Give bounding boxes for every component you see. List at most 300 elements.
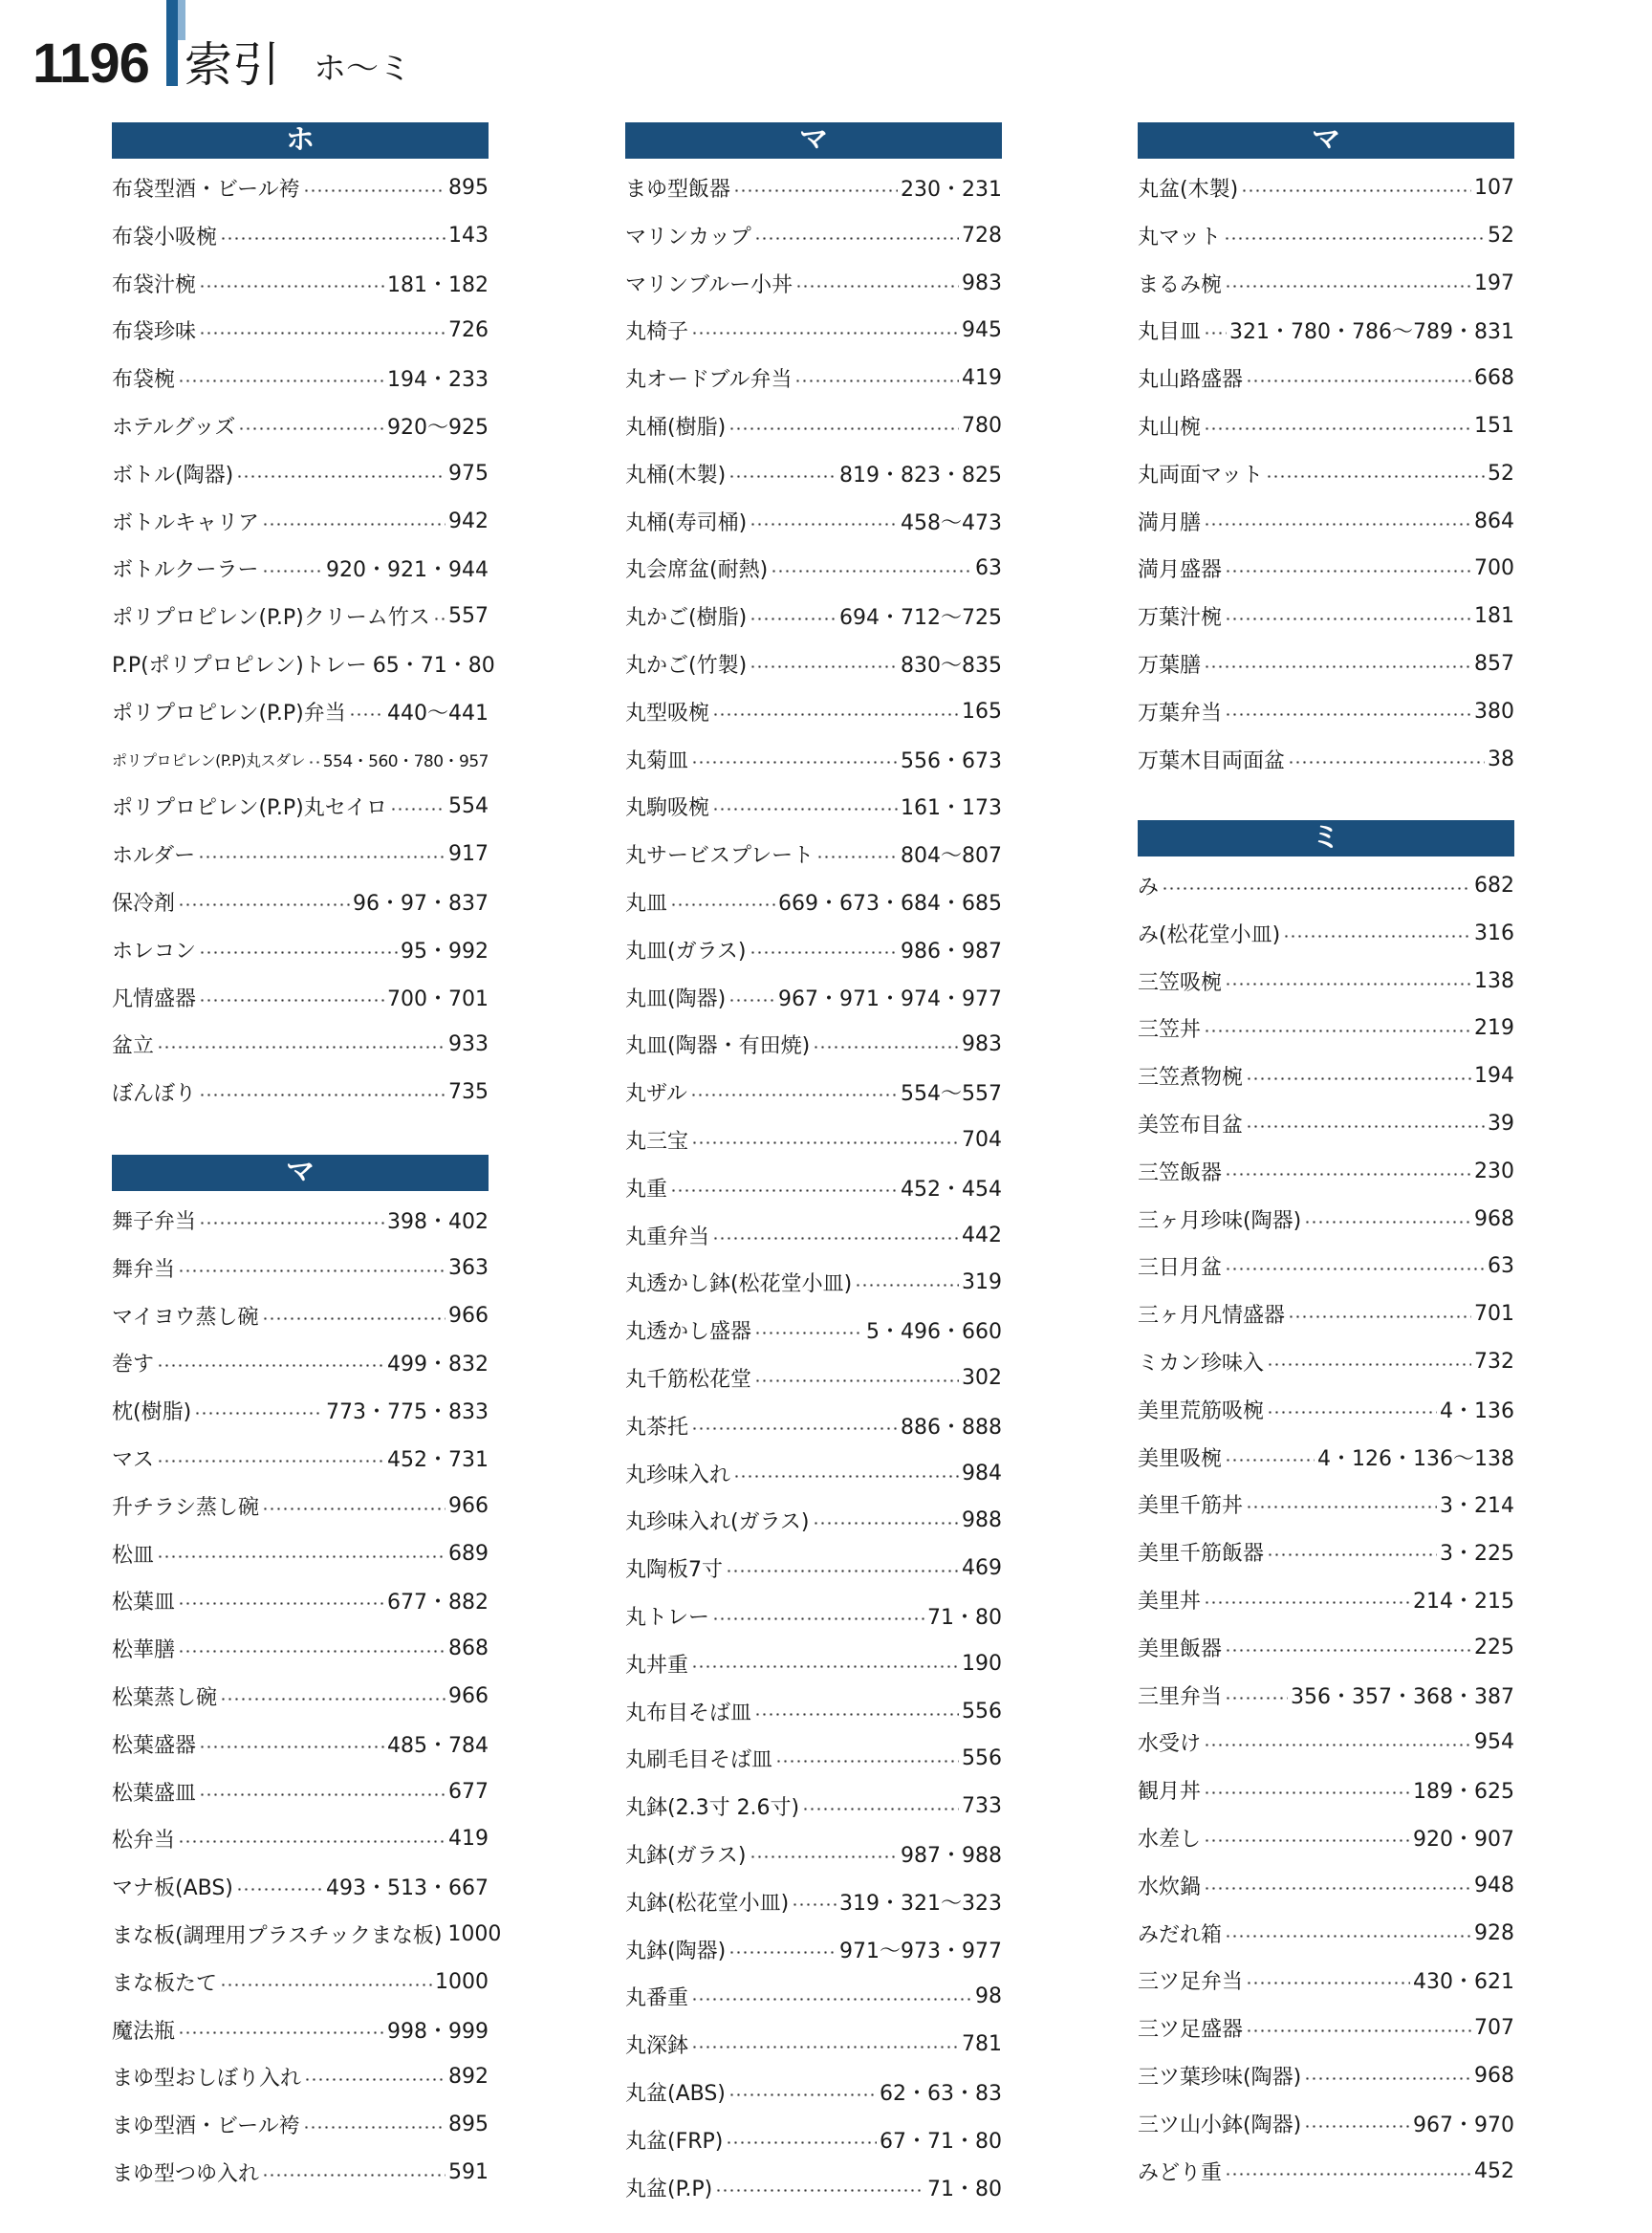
index-entry xyxy=(112,1962,489,2001)
entry-term: まゆ型酒・ビール袴 xyxy=(112,2114,300,2138)
leader-dots xyxy=(855,1284,959,1287)
index-entry xyxy=(112,358,489,397)
entry-pages: 442 xyxy=(962,1223,1002,1247)
leader-dots xyxy=(262,1317,446,1320)
index-entry xyxy=(1138,596,1514,635)
leader-dots xyxy=(690,1094,898,1096)
entry-term: ぼんぼり xyxy=(112,1081,197,1106)
leader-dots xyxy=(1225,570,1471,573)
entry-term: 丸盆(ABS) xyxy=(625,2081,726,2106)
index-entry xyxy=(112,1486,489,1525)
entry-term: 丸盆(木製) xyxy=(1138,177,1239,202)
entry-pages: 161・173 xyxy=(901,795,1002,820)
entry-term: 松華膳 xyxy=(112,1637,176,1662)
entry-term: 丸鉢(ガラス) xyxy=(625,1843,747,1868)
index-entry xyxy=(1138,2008,1514,2047)
index-entry xyxy=(112,1629,489,1667)
index-entry xyxy=(1138,866,1514,904)
entry-pages: 181 xyxy=(1474,603,1514,628)
entry-term: 松葉盛器 xyxy=(112,1733,197,1758)
entry-term: 布袋小吸椀 xyxy=(112,225,218,249)
entry-pages: 319 xyxy=(962,1269,1002,1294)
index-entry xyxy=(625,2120,1002,2158)
entry-pages: 430・621 xyxy=(1413,1969,1514,1994)
entry-pages: 669・673・684・685 xyxy=(778,891,1002,916)
entry-pages: 966 xyxy=(448,1493,489,1518)
entry-term: 水受け xyxy=(1138,1731,1202,1756)
entry-pages: 62・63・83 xyxy=(880,2081,1002,2106)
leader-dots xyxy=(1267,1411,1437,1414)
leader-dots xyxy=(813,1046,959,1049)
entry-term: ポリプロピレン(P.P)クリーム竹ス xyxy=(112,605,430,630)
entry-term: 美里千筋飯器 xyxy=(1138,1541,1265,1566)
leader-dots xyxy=(754,1332,863,1334)
entry-term: まゆ型つゆ入れ xyxy=(112,2161,260,2186)
entry-pages: 967・971・974・977 xyxy=(778,986,1002,1011)
entry-pages: 967・970 xyxy=(1413,2113,1514,2137)
index-entry xyxy=(112,692,489,730)
entry-pages: 458〜473 xyxy=(901,510,1002,535)
index-entry xyxy=(625,1263,1002,1301)
index-entry xyxy=(625,1977,1002,2015)
leader-dots xyxy=(1288,761,1485,764)
leader-dots xyxy=(750,665,898,668)
entry-pages: 945 xyxy=(962,317,1002,342)
leader-dots xyxy=(157,1046,446,1049)
leader-dots xyxy=(262,523,446,526)
entry-pages: 983 xyxy=(962,271,1002,295)
entry-pages: 52 xyxy=(1488,223,1514,248)
index-entry xyxy=(1138,2152,1514,2190)
entry-pages: 3・214 xyxy=(1440,1493,1514,1518)
entry-pages: 230・231 xyxy=(901,177,1002,202)
leader-dots xyxy=(816,856,898,858)
index-title: 索引 xyxy=(185,37,280,93)
leader-dots xyxy=(728,2093,877,2096)
entry-pages: 988 xyxy=(962,1507,1002,1532)
leader-dots xyxy=(220,1698,446,1701)
leader-dots xyxy=(728,999,775,1002)
index-entry xyxy=(625,1454,1002,1492)
index-entry xyxy=(112,1581,489,1619)
entry-pages: 868 xyxy=(448,1636,489,1660)
leader-dots xyxy=(728,427,959,430)
leader-dots xyxy=(178,1840,446,1843)
leader-dots xyxy=(198,856,446,858)
entry-pages: 143 xyxy=(448,223,489,248)
leader-dots xyxy=(220,1984,432,1986)
index-entry xyxy=(625,1073,1002,1111)
index-entry xyxy=(625,311,1002,349)
index-column-2 xyxy=(625,0,1002,2233)
entry-pages: 735 xyxy=(448,1079,489,1104)
leader-dots xyxy=(691,332,959,335)
index-entry xyxy=(112,1343,489,1381)
leader-dots xyxy=(308,761,320,764)
leader-dots xyxy=(1204,1791,1410,1794)
index-entry xyxy=(112,930,489,968)
index-entry xyxy=(625,644,1002,683)
index-entry xyxy=(625,596,1002,635)
entry-pages: 52 xyxy=(1488,461,1514,486)
entry-pages: 694・712〜725 xyxy=(839,605,1002,630)
entry-pages: 966 xyxy=(448,1683,489,1708)
entry-pages: 452・454 xyxy=(901,1177,1002,1202)
index-entry xyxy=(1138,1866,1514,1904)
entry-term: 丸サービスプレート xyxy=(625,843,815,868)
entry-term: 丸透かし鉢(松花堂小皿) xyxy=(625,1271,853,1296)
leader-dots xyxy=(750,523,898,526)
entry-pages: 554 xyxy=(448,793,489,818)
leader-dots xyxy=(1204,1744,1471,1746)
leader-dots xyxy=(1304,2077,1471,2080)
entry-term: マリンカップ xyxy=(625,225,751,249)
index-entry xyxy=(625,358,1002,397)
leader-dots xyxy=(199,951,398,954)
entry-pages: 707 xyxy=(1474,2015,1514,2040)
leader-dots xyxy=(1225,1935,1471,1938)
entry-term: 松弁当 xyxy=(112,1828,176,1853)
entry-term: 丸盆(P.P) xyxy=(625,2177,713,2201)
index-entry xyxy=(1138,1628,1514,1666)
entry-term: 美里飯器 xyxy=(1138,1637,1223,1661)
index-entry xyxy=(625,502,1002,540)
entry-term: 丸千筋松花堂 xyxy=(625,1367,752,1392)
index-entry xyxy=(1138,644,1514,683)
entry-term: 丸かご(竹製) xyxy=(625,653,748,678)
entry-pages: 677 xyxy=(448,1779,489,1804)
entry-pages: 701 xyxy=(1474,1301,1514,1326)
index-entry xyxy=(112,406,489,444)
leader-dots xyxy=(726,1570,959,1572)
leader-dots xyxy=(670,903,775,906)
entry-pages: 984 xyxy=(962,1461,1002,1485)
index-entry xyxy=(112,454,489,492)
entry-pages: 668 xyxy=(1474,365,1514,390)
leader-dots xyxy=(691,1141,959,1144)
entry-pages: 920〜925 xyxy=(387,415,489,440)
index-entry xyxy=(1138,216,1514,254)
entry-term: 丸ザル xyxy=(625,1081,687,1106)
entry-term: 三笠吸椀 xyxy=(1138,970,1223,995)
index-entry xyxy=(625,454,1002,492)
entry-pages: 4・136 xyxy=(1440,1398,1514,1423)
leader-dots xyxy=(303,2126,446,2129)
entry-term: マイヨウ蒸し碗 xyxy=(112,1305,259,1330)
entry-term: 枕(樹脂) xyxy=(112,1399,192,1424)
entry-term: 三ヶ月凡情盛器 xyxy=(1138,1303,1286,1328)
entry-pages: 67・71・80 xyxy=(880,2129,1002,2154)
entry-pages: 819・823・825 xyxy=(839,463,1002,488)
index-entry xyxy=(1138,1008,1514,1047)
entry-term: 丸型吸椀 xyxy=(625,701,710,726)
leader-dots xyxy=(157,1555,446,1558)
index-entry xyxy=(1138,2104,1514,2142)
entry-term: 盆立 xyxy=(112,1033,155,1058)
index-entry xyxy=(625,549,1002,587)
entry-pages: 928 xyxy=(1474,1920,1514,1945)
leader-dots xyxy=(728,1951,837,1954)
entry-term: 丸山路盛器 xyxy=(1138,367,1244,392)
entry-term: 水炊鍋 xyxy=(1138,1875,1202,1899)
leader-dots xyxy=(1162,887,1471,890)
entry-pages: 781 xyxy=(962,2031,1002,2056)
entry-pages: 63 xyxy=(1488,1253,1514,1278)
entry-pages: 219 xyxy=(1474,1015,1514,1040)
entry-term: 丸駒吸椀 xyxy=(625,795,710,820)
leader-dots xyxy=(1304,2125,1410,2128)
leader-dots xyxy=(813,1522,959,1525)
index-entry xyxy=(625,2072,1002,2111)
leader-dots xyxy=(670,1189,898,1192)
index-entry xyxy=(112,311,489,349)
index-entry xyxy=(112,1819,489,1857)
entry-term: P.P(ポリプロピレン)トレー xyxy=(112,653,367,678)
entry-pages: 138 xyxy=(1474,968,1514,993)
index-entry xyxy=(625,2025,1002,2063)
entry-term: ポリプロピレン(P.P)丸セイロ xyxy=(112,795,388,820)
entry-term: 満月膳 xyxy=(1138,510,1202,535)
entry-term: 松葉盛皿 xyxy=(112,1781,197,1806)
entry-term: 丸椅子 xyxy=(625,319,689,344)
entry-pages: 469 xyxy=(962,1555,1002,1580)
index-entry xyxy=(1138,1056,1514,1095)
entry-pages: 975 xyxy=(448,461,489,486)
entry-term: 美里丼 xyxy=(1138,1589,1202,1614)
entry-pages: 968 xyxy=(1474,1206,1514,1231)
index-entry xyxy=(625,978,1002,1016)
leader-dots xyxy=(1204,1887,1471,1890)
leader-dots xyxy=(1204,1030,1471,1032)
leader-dots xyxy=(433,618,446,620)
leader-dots xyxy=(691,1427,898,1430)
entry-pages: 864 xyxy=(1474,509,1514,533)
entry-pages: 987・988 xyxy=(901,1843,1002,1868)
index-entry xyxy=(112,1248,489,1287)
leader-dots xyxy=(262,1507,446,1510)
leader-dots xyxy=(1246,1506,1437,1508)
entry-term: 万葉汁椀 xyxy=(1138,605,1223,630)
index-entry xyxy=(1138,962,1514,1000)
leader-dots xyxy=(199,1745,384,1748)
index-entry xyxy=(112,1391,489,1429)
entry-term: 三ツ葉珍味(陶器) xyxy=(1138,2065,1302,2090)
index-entry xyxy=(1138,549,1514,587)
entry-term: 丸深鉢 xyxy=(625,2033,689,2058)
entry-pages: 998・999 xyxy=(387,2019,489,2044)
entry-pages: 165 xyxy=(962,699,1002,724)
leader-dots xyxy=(1241,189,1471,192)
index-entry xyxy=(625,1120,1002,1159)
entry-pages: 189・625 xyxy=(1413,1779,1514,1804)
entry-term: 水差し xyxy=(1138,1827,1202,1852)
index-entry xyxy=(625,1739,1002,1777)
entry-pages: 554・560・780・957 xyxy=(322,751,489,771)
entry-term: ポリプロピレン(P.P)弁当 xyxy=(112,701,346,726)
index-entry xyxy=(112,2057,489,2095)
index-entry xyxy=(1138,1580,1514,1618)
entry-term: 三ツ足弁当 xyxy=(1138,1969,1244,1994)
index-entry xyxy=(1138,1104,1514,1142)
entry-pages: 895 xyxy=(448,175,489,200)
index-entry xyxy=(112,1296,489,1334)
leader-dots xyxy=(349,713,384,716)
entry-term: 美里千筋丼 xyxy=(1138,1493,1244,1518)
entry-pages: 493・513・667 xyxy=(326,1875,489,1900)
entry-term: 丸トレー xyxy=(625,1605,710,1630)
entry-term: まな板(調理用プラスチックまな板) xyxy=(112,1923,443,1948)
entry-term: みどり重 xyxy=(1138,2160,1223,2185)
index-entry xyxy=(112,168,489,206)
index-entry xyxy=(625,1216,1002,1254)
entry-pages: 316 xyxy=(1474,921,1514,945)
leader-dots xyxy=(691,2046,959,2049)
entry-pages: 96・97・837 xyxy=(353,891,489,916)
entry-term: 丸桶(樹脂) xyxy=(625,415,727,440)
leader-dots xyxy=(1225,1459,1315,1462)
entry-pages: 732 xyxy=(1474,1349,1514,1374)
entry-term: 万葉膳 xyxy=(1138,653,1202,678)
entry-term: 万葉弁当 xyxy=(1138,701,1223,726)
index-entry xyxy=(625,216,1002,254)
entry-pages: 920・921・944 xyxy=(326,557,489,582)
entry-pages: 319・321〜323 xyxy=(839,1891,1002,1916)
index-entry xyxy=(1138,502,1514,540)
index-entry xyxy=(625,1596,1002,1635)
entry-pages: 38 xyxy=(1488,747,1514,771)
leader-dots xyxy=(262,570,323,573)
entry-pages: 499・832 xyxy=(387,1352,489,1377)
entry-term: 丸鉢(陶器) xyxy=(625,1939,727,1963)
entry-pages: 986・987 xyxy=(901,939,1002,964)
entry-term: 三日月盆 xyxy=(1138,1255,1223,1280)
index-entry xyxy=(112,1025,489,1063)
index-entry xyxy=(1138,1818,1514,1856)
index-entry xyxy=(112,1201,489,1239)
index-entry xyxy=(112,1915,502,1953)
index-entry xyxy=(112,1439,489,1477)
index-entry xyxy=(625,406,1002,444)
leader-dots xyxy=(1225,1173,1471,1176)
index-entry xyxy=(1138,1961,1514,1999)
entry-pages: 225 xyxy=(1474,1635,1514,1659)
entry-pages: 440〜441 xyxy=(387,701,489,726)
index-entry xyxy=(112,1724,489,1763)
entry-pages: 733 xyxy=(962,1793,1002,1818)
entry-pages: 857 xyxy=(1474,651,1514,676)
entry-term: み(松花堂小皿) xyxy=(1138,922,1281,947)
leader-dots xyxy=(750,951,899,954)
leader-dots xyxy=(691,761,898,764)
leader-dots xyxy=(178,1269,446,1272)
leader-dots xyxy=(1288,1315,1471,1318)
leader-dots xyxy=(792,1903,837,1906)
index-entry xyxy=(625,1644,1002,1682)
index-entry xyxy=(625,1025,1002,1063)
leader-dots xyxy=(1246,1125,1485,1128)
entry-term: 丸重弁当 xyxy=(625,1225,710,1249)
leader-dots xyxy=(691,1665,959,1668)
entry-term: マス xyxy=(112,1447,155,1472)
index-entry xyxy=(1138,1485,1514,1523)
index-entry xyxy=(1138,454,1514,492)
entry-pages: 230 xyxy=(1474,1159,1514,1183)
index-entry xyxy=(112,264,489,302)
entry-pages: 704 xyxy=(962,1127,1002,1152)
entry-pages: 886・888 xyxy=(901,1415,1002,1440)
index-entry xyxy=(625,1311,1002,1349)
leader-dots xyxy=(1267,1363,1471,1366)
leader-dots xyxy=(199,285,384,288)
index-entry xyxy=(625,1692,1002,1730)
entry-term: 丸皿(陶器) xyxy=(625,986,727,1011)
index-entry xyxy=(112,2153,489,2191)
section-header: マ xyxy=(1138,122,1514,159)
leader-dots xyxy=(1225,1649,1471,1652)
entry-term: 丸鉢(2.3寸 2.6寸) xyxy=(625,1795,800,1820)
leader-dots xyxy=(733,189,898,192)
entry-pages: 71・80 xyxy=(927,2177,1002,2201)
entry-term: 巻す xyxy=(112,1352,155,1377)
leader-dots xyxy=(1225,285,1471,288)
entry-term: 丸桶(木製) xyxy=(625,463,727,488)
leader-dots xyxy=(262,2174,446,2177)
leader-dots xyxy=(238,427,384,430)
entry-term: 丸茶托 xyxy=(625,1415,689,1440)
entry-pages: 190 xyxy=(962,1651,1002,1676)
leader-dots xyxy=(390,808,446,811)
index-entry xyxy=(625,1882,1002,1920)
index-entry xyxy=(112,1867,489,1905)
entry-term: 丸盆(FRP) xyxy=(625,2129,724,2154)
index-entry xyxy=(1138,358,1514,397)
index-entry xyxy=(1138,311,1514,349)
index-entry xyxy=(112,2010,489,2049)
entry-term: 丸刷毛目そば皿 xyxy=(625,1747,773,1772)
index-entry xyxy=(112,216,489,254)
entry-term: 丸皿 xyxy=(625,891,668,916)
index-entry xyxy=(625,930,1002,968)
index-entry xyxy=(112,1534,489,1572)
entry-term: 丸かご(樹脂) xyxy=(625,605,748,630)
entry-pages: 63 xyxy=(975,555,1002,580)
leader-dots xyxy=(1246,1982,1410,1984)
section-header: マ xyxy=(112,1155,489,1191)
page-number: 1196 xyxy=(33,33,149,95)
entry-term: 三笠丼 xyxy=(1138,1017,1202,1042)
entry-term: 三笠飯器 xyxy=(1138,1160,1223,1185)
index-column-3 xyxy=(1138,0,1514,2233)
entry-term: 丸三宝 xyxy=(625,1129,689,1154)
leader-dots xyxy=(712,808,898,811)
leader-dots xyxy=(303,189,446,192)
entry-term: 保冷剤 xyxy=(112,891,176,916)
leader-dots xyxy=(199,1094,446,1096)
index-entry xyxy=(112,835,489,873)
leader-dots xyxy=(199,1222,384,1225)
entry-term: 丸目皿 xyxy=(1138,319,1202,344)
entry-term: ボトルクーラー xyxy=(112,557,259,582)
entry-term: 丸山椀 xyxy=(1138,415,1202,440)
leader-dots xyxy=(1204,1601,1410,1604)
entry-term: ミカン珍味入 xyxy=(1138,1351,1265,1376)
entry-term: ホルダー xyxy=(112,843,196,868)
entry-term: 三里弁当 xyxy=(1138,1684,1223,1709)
entry-pages: 917 xyxy=(448,841,489,866)
entry-term: 松皿 xyxy=(112,1543,155,1568)
leader-dots xyxy=(1225,713,1471,716)
entry-pages: 452 xyxy=(1474,2158,1514,2183)
